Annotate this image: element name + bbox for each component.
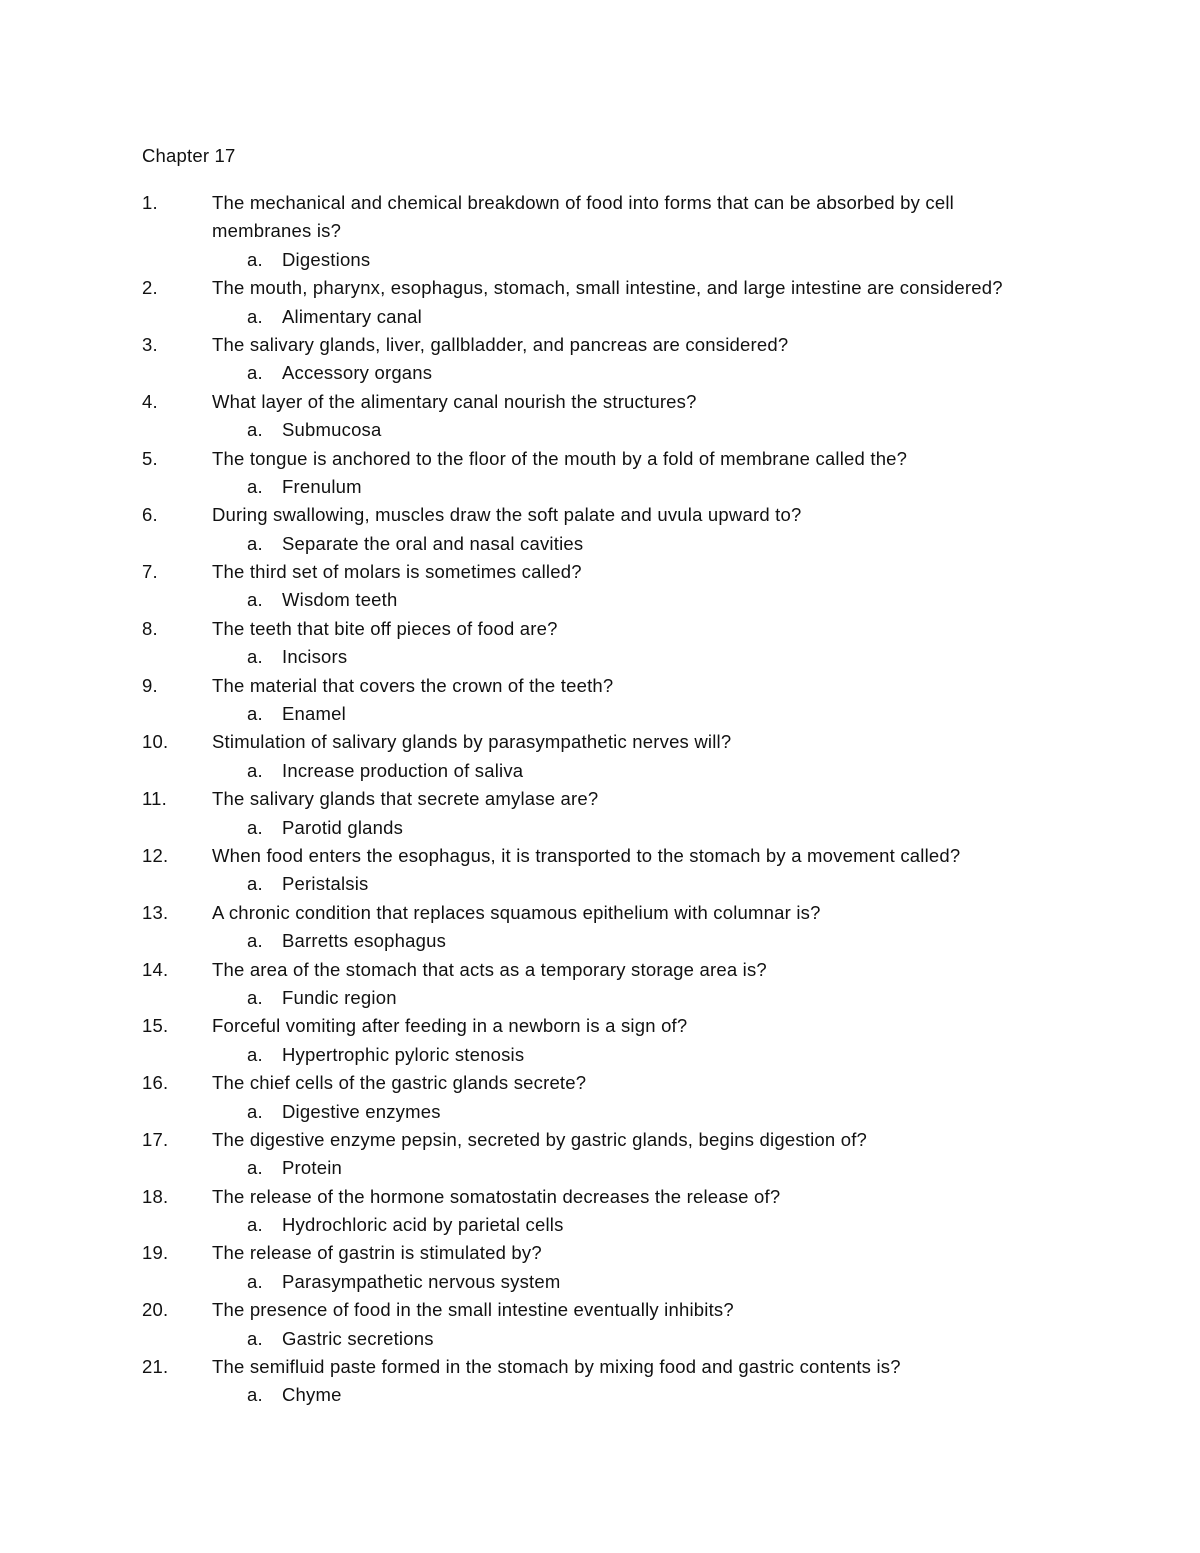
answer-row	[0, 1041, 1200, 1069]
answer-text: Digestive enzymes	[282, 1100, 441, 1122]
answer-letter: a.	[247, 873, 263, 895]
answer-text: Alimentary canal	[282, 305, 422, 327]
question-text: Forceful vomiting after feeding in a newborn is a sign of?	[212, 1015, 688, 1037]
answer-letter: a.	[247, 532, 263, 554]
question-number: 2.	[142, 277, 158, 299]
question-text: The presence of food in the small intestine eventually inhibits?	[212, 1299, 734, 1321]
question-row	[0, 1012, 1200, 1040]
answer-letter: a.	[247, 1214, 263, 1236]
question-text: The release of the hormone somatostatin decreases the release of?	[212, 1185, 781, 1207]
question-text: The mechanical and chemical breakdown of food into forms that can be absorbed by cell	[212, 192, 954, 213]
question-number: 13.	[142, 901, 169, 923]
answer-text: Peristalsis	[282, 873, 369, 895]
answer-letter: a.	[247, 475, 263, 497]
question-number: 12.	[142, 844, 169, 866]
answer-row	[0, 473, 1200, 501]
question-number: 17.	[142, 1128, 169, 1150]
question-row	[0, 1069, 1200, 1097]
question-number: 1.	[142, 192, 158, 213]
question-number: 16.	[142, 1072, 169, 1094]
answer-text: Separate the oral and nasal cavities	[282, 532, 584, 554]
answer-text: Enamel	[282, 703, 346, 725]
answer-text: Increase production of saliva	[282, 759, 524, 781]
question-row	[0, 501, 1200, 529]
answer-row	[0, 927, 1200, 955]
question-row	[0, 189, 1200, 217]
question-number: 19.	[142, 1242, 169, 1264]
question-number: 6.	[142, 504, 158, 526]
answer-row	[0, 1154, 1200, 1182]
answer-text: Hypertrophic pyloric stenosis	[282, 1043, 525, 1065]
answer-letter: a.	[247, 1270, 263, 1292]
answer-letter: a.	[247, 1384, 263, 1406]
question-number: 3.	[142, 333, 158, 355]
answer-text: Parasympathetic nervous system	[282, 1270, 561, 1292]
answer-letter: a.	[247, 1100, 263, 1122]
answer-row	[0, 1381, 1200, 1409]
answer-row	[0, 303, 1200, 331]
question-number: 5.	[142, 447, 158, 469]
answer-row	[0, 984, 1200, 1012]
question-row	[0, 615, 1200, 643]
question-row	[0, 728, 1200, 756]
question-text: The teeth that bite off pieces of food are?	[212, 617, 558, 639]
question-text: The chief cells of the gastric glands secrete?	[212, 1072, 587, 1094]
question-row	[0, 274, 1200, 302]
question-text: What layer of the alimentary canal nourish the structures?	[212, 390, 697, 412]
question-text: The tongue is anchored to the floor of the mouth by a fold of membrane called the?	[212, 447, 908, 469]
question-text: membranes is?	[212, 220, 342, 242]
page-title: Chapter 17	[142, 145, 236, 166]
answer-text: Wisdom teeth	[282, 589, 398, 611]
question-list	[0, 189, 1200, 1410]
answer-letter: a.	[247, 1157, 263, 1179]
question-number: 11.	[142, 788, 167, 810]
answer-text: Parotid glands	[282, 816, 404, 838]
question-text: The area of the stomach that acts as a temporary storage area is?	[212, 958, 767, 980]
question-number: 10.	[142, 731, 169, 753]
question-row	[0, 899, 1200, 927]
answer-letter: a.	[247, 1327, 263, 1349]
answer-letter: a.	[247, 589, 263, 611]
question-text: The salivary glands that secrete amylase are?	[212, 788, 599, 810]
answer-row	[0, 530, 1200, 558]
answer-row	[0, 870, 1200, 898]
answer-row	[0, 1325, 1200, 1353]
answer-text: Fundic region	[282, 986, 397, 1008]
answer-letter: a.	[247, 248, 263, 270]
answer-row	[0, 359, 1200, 387]
answer-row	[0, 814, 1200, 842]
answer-text: Barretts esophagus	[282, 930, 447, 952]
answer-text: Incisors	[282, 646, 348, 668]
question-text: The digestive enzyme pepsin, secreted by gastric glands, begins digestion of?	[212, 1128, 868, 1150]
answer-text: Accessory organs	[282, 362, 433, 384]
question-row	[0, 956, 1200, 984]
question-text: Stimulation of salivary glands by parasympathetic nerves will?	[212, 731, 732, 753]
question-number: 4.	[142, 390, 158, 412]
answer-letter: a.	[247, 703, 263, 725]
answer-letter: a.	[247, 419, 263, 441]
question-row	[0, 1126, 1200, 1154]
answer-text: Chyme	[282, 1384, 342, 1406]
answer-letter: a.	[247, 1043, 263, 1065]
question-number: 7.	[142, 561, 158, 583]
answer-row	[0, 1268, 1200, 1296]
question-row	[0, 785, 1200, 813]
question-number: 8.	[142, 617, 158, 639]
question-row	[0, 1353, 1200, 1381]
question-row	[0, 1239, 1200, 1267]
answer-text: Gastric secretions	[282, 1327, 434, 1349]
answer-letter: a.	[247, 305, 263, 327]
question-row	[0, 1183, 1200, 1211]
question-number: 18.	[142, 1185, 169, 1207]
answer-row	[0, 586, 1200, 614]
question-row	[0, 558, 1200, 586]
answer-letter: a.	[247, 816, 263, 838]
question-row	[0, 388, 1200, 416]
question-text: During swallowing, muscles draw the soft palate and uvula upward to?	[212, 504, 802, 526]
answer-row	[0, 246, 1200, 274]
answer-letter: a.	[247, 930, 263, 952]
question-number: 21.	[142, 1356, 169, 1378]
answer-letter: a.	[247, 362, 263, 384]
answer-row	[0, 643, 1200, 671]
question-row	[0, 842, 1200, 870]
answer-row	[0, 700, 1200, 728]
answer-text: Digestions	[282, 248, 371, 270]
answer-text: Hydrochloric acid by parietal cells	[282, 1214, 564, 1236]
answer-letter: a.	[247, 759, 263, 781]
question-row	[0, 445, 1200, 473]
question-number: 15.	[142, 1015, 169, 1037]
answer-row	[0, 1098, 1200, 1126]
answer-letter: a.	[247, 986, 263, 1008]
question-text: When food enters the esophagus, it is transported to the stomach by a movement called?	[212, 844, 961, 866]
answer-letter: a.	[247, 646, 263, 668]
question-row	[0, 217, 1200, 245]
answer-row	[0, 416, 1200, 444]
question-number: 9.	[142, 674, 158, 696]
answer-row	[0, 1211, 1200, 1239]
question-text: The material that covers the crown of the teeth?	[212, 674, 614, 696]
question-row	[0, 1296, 1200, 1324]
answer-text: Frenulum	[282, 475, 362, 497]
question-text: The mouth, pharynx, esophagus, stomach, small intestine, and large intestine are considered?	[212, 277, 1003, 299]
question-text: The semifluid paste formed in the stomach by mixing food and gastric contents is?	[212, 1356, 901, 1378]
answer-row	[0, 757, 1200, 785]
question-row	[0, 331, 1200, 359]
question-row	[0, 672, 1200, 700]
question-text: A chronic condition that replaces squamous epithelium with columnar is?	[212, 901, 821, 923]
question-text: The salivary glands, liver, gallbladder, and pancreas are considered?	[212, 333, 789, 355]
question-number: 20.	[142, 1299, 169, 1321]
question-text: The release of gastrin is stimulated by?	[212, 1242, 542, 1264]
answer-text: Protein	[282, 1157, 343, 1179]
question-number: 14.	[142, 958, 169, 980]
answer-text: Submucosa	[282, 419, 382, 441]
question-text: The third set of molars is sometimes called?	[212, 561, 582, 583]
